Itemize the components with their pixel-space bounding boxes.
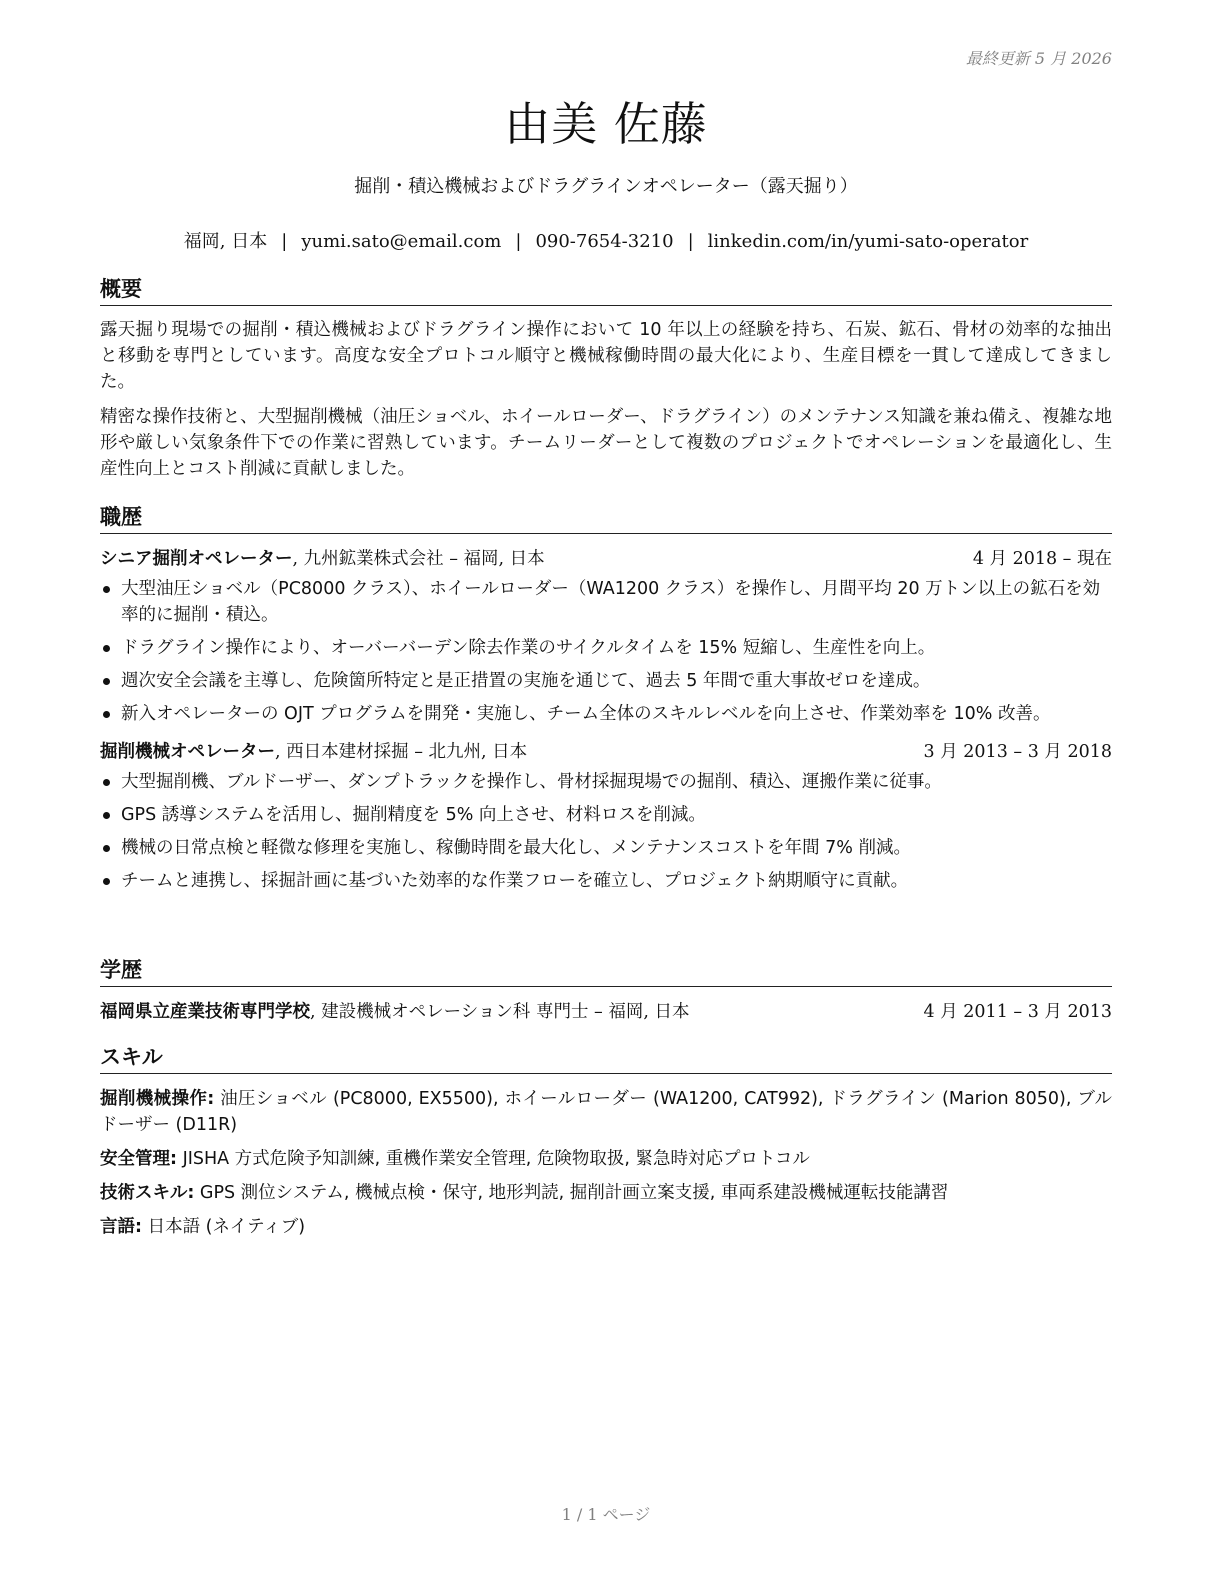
skill-text: 油圧ショベル (PC8000, EX5500), ホイールローダー (WA1200, CAT992), ドラグライン (Marion 8050), ブルドーザー (D11R) <box>100 1089 1112 1135</box>
section-title-experience: 職歴 <box>100 504 1112 534</box>
contact-phone[interactable]: 090-7654-3210 <box>535 231 674 252</box>
bullet-text: 機械の日常点検と軽微な修理を実施し、稼働時間を最大化し、メンテナンスコストを年間 7% 削減。 <box>121 838 911 858</box>
job-dates: 4 月 2018 – 現在 <box>972 549 1112 569</box>
education-dates: 4 月 2011 – 3 月 2013 <box>923 1002 1112 1022</box>
contact-location: 福岡, 日本 <box>183 231 268 252</box>
bullet-text: 新入オペレーターの OJT プログラムを開発・実施し、チーム全体のスキルレベルを向上させ、作業効率を 10% 改善。 <box>121 704 1051 724</box>
summary-paragraph: 露天掘り現場での掘削・積込機械およびドラグライン操作において 10 年以上の経験を持ち、石炭、鉱石、骨材の効率的な抽出と移動を専門としています。高度な安全プロトコル順守と機械稼働時間の最大化により、生産目標を一貫して達成してきました。 <box>100 320 1112 392</box>
list-item <box>100 635 1112 661</box>
section-title-education: 学歴 <box>100 957 1112 987</box>
page-number: 1 / 1 ページ <box>561 1505 651 1524</box>
bullet-text: ドラグライン操作により、オーバーバーデン除去作業のサイクルタイムを 15% 短縮し、生産性を向上。 <box>121 638 936 658</box>
bullet-text: GPS 誘導システムを活用し、掘削精度を 5% 向上させ、材料ロスを削減。 <box>121 805 706 825</box>
education-detail: , 建設機械オペレーション科 専門士 – 福岡, 日本 <box>310 1002 690 1022</box>
skill-label: 安全管理: <box>100 1149 177 1169</box>
job-org: , 九州鉱業株式会社 – 福岡, 日本 <box>292 549 545 569</box>
bullet-icon <box>103 779 110 786</box>
skill-line <box>100 1146 1112 1172</box>
job-header <box>100 739 1112 765</box>
summary-section <box>100 276 1112 482</box>
contact-line <box>100 227 1112 253</box>
education-entry <box>100 999 1112 1025</box>
bullet-icon <box>103 812 110 819</box>
contact-email[interactable]: yumi.sato@email.com <box>301 231 502 252</box>
job-bullets <box>100 576 1112 727</box>
skill-text: 日本語 (ネイティブ) <box>142 1217 306 1237</box>
contact-separator: | <box>515 231 522 252</box>
headline: 掘削・積込機械およびドラグラインオペレーター（露天掘り） <box>354 176 858 197</box>
summary-paragraph: 精密な操作技術と、大型掘削機械（油圧ショベル、ホイールローダー、ドラグライン）のメンテナンス知識を兼ね備え、複雑な地形や厳しい気象条件下での作業に習熟しています。チームリーダーとして複数のプロジェクトでオペレーションを最適化し、生産性向上とコスト削減に貢献しました。 <box>100 407 1112 479</box>
candidate-name: 由美 佐藤 <box>504 97 708 151</box>
bullet-icon <box>103 878 110 885</box>
list-item <box>100 835 1112 861</box>
job-bullets <box>100 769 1112 894</box>
skill-line <box>100 1086 1112 1138</box>
job-role: 掘削機械オペレーター <box>100 742 275 762</box>
education-school: 福岡県立産業技術専門学校 <box>100 1002 310 1022</box>
bullet-icon <box>103 678 110 685</box>
skills-section <box>100 1044 1112 1248</box>
contact-separator: | <box>687 231 694 252</box>
job-dates: 3 月 2013 – 3 月 2018 <box>923 742 1112 762</box>
resume-page <box>100 0 1112 1584</box>
skill-line <box>100 1180 1112 1206</box>
education-section <box>100 957 1112 1025</box>
list-item <box>100 701 1112 727</box>
list-item <box>100 576 1112 628</box>
bullet-text: 週次安全会議を主導し、危険箇所特定と是正措置の実施を通じて、過去 5 年間で重大事故ゼロを達成。 <box>121 671 931 691</box>
section-title-summary: 概要 <box>100 276 1112 306</box>
job-header <box>100 546 1112 572</box>
skill-label: 掘削機械操作: <box>100 1089 215 1109</box>
last-updated: 最終更新 5 月 2026 <box>965 49 1112 68</box>
experience-section <box>100 504 1112 901</box>
bullet-icon <box>103 645 110 652</box>
job-role: シニア掘削オペレーター <box>100 549 293 569</box>
job-org: , 西日本建材採掘 – 北九州, 日本 <box>275 742 528 762</box>
bullet-icon <box>103 586 110 593</box>
section-title-skills: スキル <box>100 1044 1112 1074</box>
job-entry <box>100 546 1112 727</box>
skill-label: 言語: <box>100 1217 142 1237</box>
bullet-text: 大型掘削機、ブルドーザー、ダンプトラックを操作し、骨材採掘現場での掘削、積込、運搬作業に従事。 <box>121 772 942 792</box>
skill-text: JISHA 方式危険予知訓練, 重機作業安全管理, 危険物取扱, 緊急時対応プロトコル <box>177 1149 810 1169</box>
bullet-icon <box>103 711 110 718</box>
list-item <box>100 868 1112 894</box>
list-item <box>100 668 1112 694</box>
list-item <box>100 802 1112 828</box>
skill-text: GPS 測位システム, 機械点検・保守, 地形判読, 掘削計画立案支援, 車両系建設機械運転技能講習 <box>194 1183 949 1203</box>
contact-separator: | <box>281 231 288 252</box>
bullet-text: チームと連携し、採掘計画に基づいた効率的な作業フローを確立し、プロジェクト納期順守に貢献。 <box>121 871 909 891</box>
skill-label: 技術スキル: <box>100 1183 195 1203</box>
contact-linkedin[interactable]: linkedin.com/in/yumi-sato-operator <box>707 231 1029 252</box>
skill-line <box>100 1214 1112 1240</box>
list-item <box>100 769 1112 795</box>
bullet-text: 大型油圧ショベル（PC8000 クラス）、ホイールローダー（WA1200 クラス）を操作し、月間平均 20 万トン以上の鉱石を効率的に掘削・積込。 <box>121 579 1101 625</box>
job-entry <box>100 739 1112 894</box>
bullet-icon <box>103 845 110 852</box>
